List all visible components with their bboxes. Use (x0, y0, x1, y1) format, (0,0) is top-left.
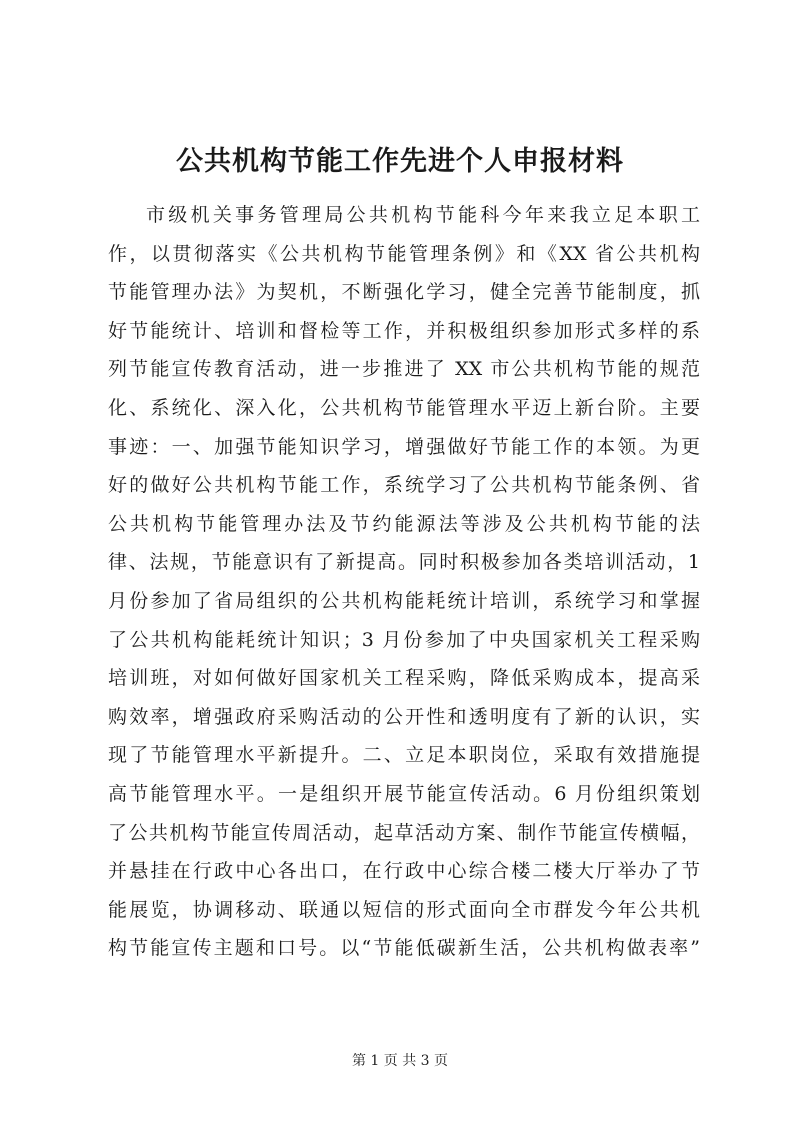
body-line: 事迹：一、加强节能知识学习，增强做好节能工作的本领。为更 (108, 435, 700, 458)
document-body (108, 196, 700, 968)
body-line: 购效率，增强政府采购活动的公开性和透明度有了新的认识，实 (108, 705, 700, 728)
body-line: 律、法规，节能意识有了新提高。同时积极参加各类培训活动，1 (108, 551, 700, 574)
body-line: 并悬挂在行政中心各出口，在行政中心综合楼二楼大厅举办了节 (108, 860, 700, 883)
body-line: 能展览，协调移动、联通以短信的形式面向全市群发今年公共机 (108, 898, 700, 921)
body-line: 月份参加了省局组织的公共机构能耗统计培训，系统学习和掌握 (108, 589, 700, 612)
body-line: 构节能宣传主题和口号。以“节能低碳新生活，公共机构做表率” (108, 937, 700, 960)
body-line: 了公共机构节能宣传周活动，起草活动方案、制作节能宣传横幅， (108, 821, 700, 844)
body-line: 培训班，对如何做好国家机关工程采购，降低采购成本，提高采 (108, 667, 700, 690)
body-line: 了公共机构能耗统计知识；3 月份参加了中央国家机关工程采购 (108, 628, 700, 651)
body-line: 好节能统计、培训和督检等工作，并积极组织参加形式多样的系 (108, 319, 700, 342)
body-line: 市级机关事务管理局公共机构节能科今年来我立足本职工 (146, 204, 700, 226)
body-line: 化、系统化、深入化，公共机构节能管理水平迈上新台阶。主要 (108, 396, 700, 419)
body-line: 作，以贯彻落实《公共机构节能管理条例》和《XX 省公共机构 (108, 242, 700, 265)
body-line: 节能管理办法》为契机，不断强化学习，健全完善节能制度，抓 (108, 281, 700, 304)
body-line: 列节能宣传教育活动，进一步推进了 XX 市公共机构节能的规范 (108, 358, 700, 381)
body-line: 公共机构节能管理办法及节约能源法等涉及公共机构节能的法 (108, 512, 700, 535)
document-title: 公共机构节能工作先进个人申报材料 (176, 146, 624, 177)
body-line: 好的做好公共机构节能工作，系统学习了公共机构节能条例、省 (108, 474, 700, 497)
body-line: 现了节能管理水平新提升。二、立足本职岗位，采取有效措施提 (108, 744, 700, 767)
body-line: 高节能管理水平。一是组织开展节能宣传活动。6 月份组织策划 (108, 782, 700, 805)
page-footer: 第 1 页 共 3 页 (351, 1053, 449, 1069)
